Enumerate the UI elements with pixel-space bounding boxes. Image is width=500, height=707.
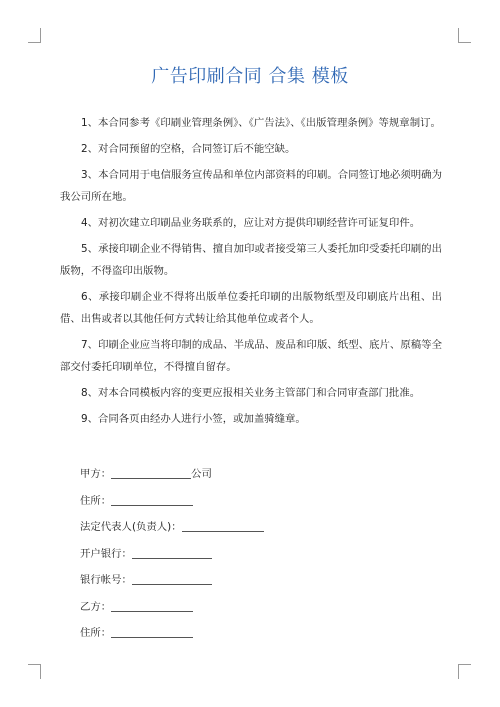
crop-mark-top-right [458,28,471,43]
document-body [60,112,442,434]
paragraph-2: 2、对合同预留的空格，合同签订后不能空缺。 [81,143,296,155]
crop-mark-bottom-right [458,664,471,679]
bank-field [80,544,264,571]
bank-blank [132,546,212,559]
legal-rep-field [80,517,264,544]
crop-mark-top-left [28,28,41,43]
bank-label: 开户银行： [80,547,132,560]
account-label: 银行帐号： [80,574,132,586]
address-b-blank [111,625,193,638]
paragraph-3: 3、本合同用于电信服务宣传品和单位内部资料的印刷。合同签订地必须明确为我公司所在地。 [60,169,442,203]
paragraph-4: 4、对初次建立印刷品业务联系的，应让对方提供印刷经营许可证复印件。 [81,217,421,229]
address-a-field [80,491,264,518]
address-b-field [80,623,264,650]
address-b-label: 住所： [80,627,112,639]
paragraph-5: 5、承接印刷企业不得销售、擅自加印或者接受第三人委托加印受委托印刷的出版物，不得盗印出版物。 [60,243,442,277]
party-a-label: 甲方： [80,468,112,480]
party-a-suffix: 公司 [191,468,212,480]
party-b-field [80,597,264,624]
paragraph-7: 7、印刷企业应当将印制的成品、半成品、废品和印版、纸型、底片、原稿等全部交付委托印刷单位，不得擅自留存。 [60,339,442,373]
party-b-label: 乙方： [80,600,112,613]
signature-fields [80,464,264,650]
paragraph-8: 8、对本合同模板内容的变更应报相关业务主管部门和合同审查部门批准。 [81,387,421,399]
account-field [80,570,264,597]
party-a-blank [111,466,191,479]
party-a-field [80,464,264,491]
legal-rep-label: 法定代表人(负责人)： [80,521,182,533]
party-b-blank [111,599,193,612]
document-title: 广告印刷合同 合集 模板 [151,66,349,87]
paragraph-6: 6、承接印刷企业不得将出版单位委托印刷的出版物纸型及印刷底片出租、出借、出售或者以其他任何方式转让给其他单位或者个人。 [60,291,442,325]
legal-rep-blank [182,519,264,532]
address-a-blank [111,493,193,506]
address-a-label: 住所： [80,494,112,507]
paragraph-9: 9、合同各页由经办人进行小签，或加盖骑缝章。 [81,413,306,425]
account-blank [132,572,212,585]
crop-mark-bottom-left [28,664,41,679]
paragraph-1: 1、本合同参考《印刷业管理条例》、《广告法》、《出版管理条例》等规章制订。 [81,117,441,129]
